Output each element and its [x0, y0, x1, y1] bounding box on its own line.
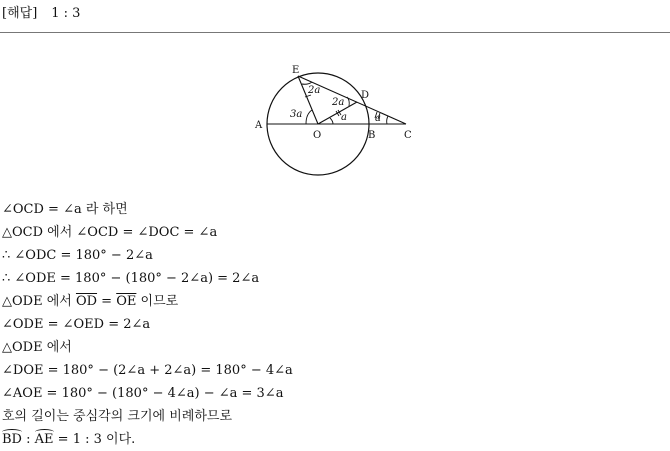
solution-text [2, 198, 662, 451]
arc-bd: BD [2, 428, 22, 451]
label-c: C [404, 130, 412, 141]
segment-oe: $\overline{OE}$ [116, 294, 137, 309]
label-angle-o-right: a [341, 112, 347, 123]
line11-sep: : [21, 432, 35, 447]
segment-od: $\overline{OD}$ [75, 294, 98, 309]
answer-ratio: 1 : 3 [51, 6, 81, 21]
angle-arc-c [387, 116, 388, 124]
solution-line-2: △OCD 에서 ∠OCD = ∠DOC = ∠a [2, 225, 218, 240]
solution-line-6: ∠ODE = ∠OED = 2∠a [2, 317, 151, 332]
solution-line-8: ∠DOE = 180° − (2∠a + 2∠a) = 180° − 4∠a [2, 363, 293, 378]
label-angle-d: 2a [332, 97, 345, 108]
solution-line-11 [2, 428, 662, 451]
geometry-figure [248, 58, 428, 176]
circle-diagram [248, 58, 428, 176]
solution-line-5 [2, 290, 662, 313]
label-angle-c: a [375, 113, 381, 124]
line5-equals: = [97, 294, 117, 309]
line-e-c [298, 76, 406, 124]
solution-line-10: 호의 길이는 중심각의 크기에 비례하므로 [2, 409, 233, 424]
label-a: A [255, 120, 263, 131]
angle-arc-o-right [330, 118, 333, 124]
line5-prefix: △ODE 에서 [2, 294, 76, 309]
label-d: D [361, 90, 370, 101]
arc-ae: AE [35, 428, 54, 451]
line11-tail: = 1 : 3 이다. [53, 432, 136, 447]
solution-line-7: △ODE 에서 [2, 340, 72, 355]
line5-suffix: 이므로 [136, 294, 179, 309]
solution-line-3: ∴ ∠ODC = 180° − 2∠a [2, 248, 153, 263]
answer-header [2, 2, 80, 21]
header-divider [0, 32, 670, 33]
solution-line-4: ∴ ∠ODE = 180° − (180° − 2∠a) = 2∠a [2, 271, 260, 286]
label-angle-o-left: 3a [290, 109, 303, 120]
answer-tag: [해답] [2, 6, 38, 21]
label-b: B [368, 130, 376, 141]
solution-line-1: ∠OCD = ∠a 라 하면 [2, 202, 128, 217]
angle-arc-o-left [306, 110, 312, 124]
angle-arc-e [302, 82, 312, 84]
solution-line-9: ∠AOE = 180° − (180° − 4∠a) − ∠a = 3∠a [2, 386, 284, 401]
label-angle-e: 2a [308, 85, 321, 96]
label-o: O [313, 130, 322, 141]
label-e: E [292, 65, 300, 76]
